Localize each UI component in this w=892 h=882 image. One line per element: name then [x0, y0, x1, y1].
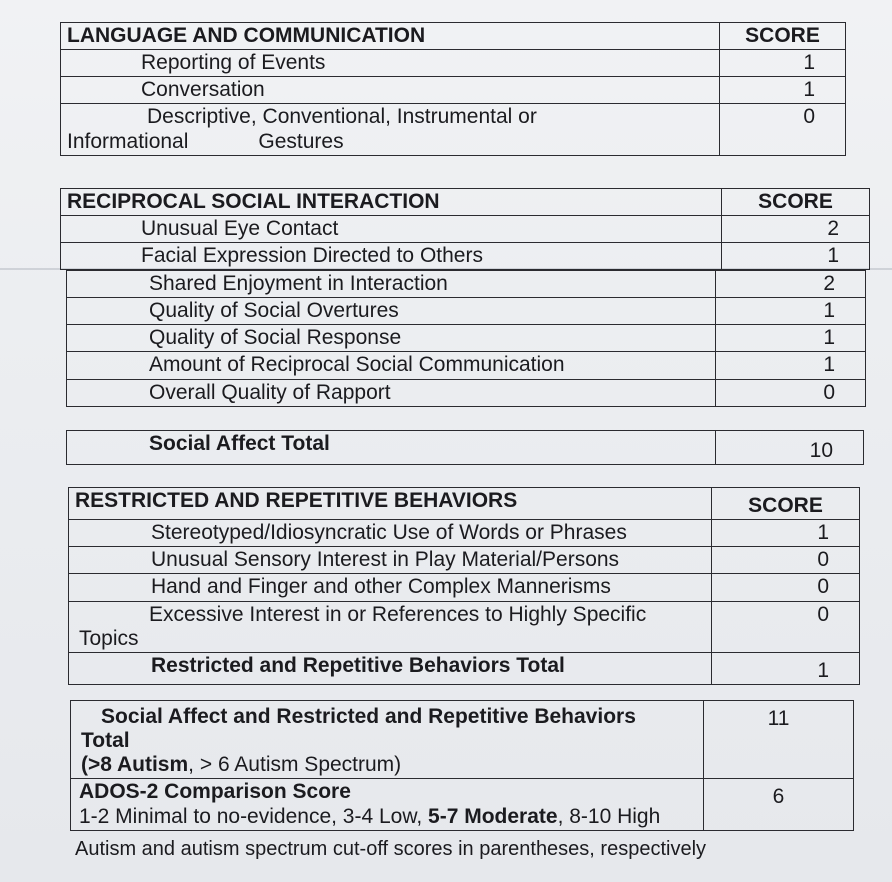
- cutoff-spectrum: , > 6 Autism Spectrum): [188, 753, 402, 777]
- table-row: [67, 352, 866, 379]
- row-label-line1: Descriptive, Conventional, Instrumental or: [147, 105, 537, 129]
- comparison-score-label: ADOS-2 Comparison Score: [79, 780, 351, 804]
- table-row: [61, 216, 870, 243]
- row-score: 1: [716, 298, 866, 325]
- table-row: [67, 325, 866, 352]
- row-label: Reporting of Events: [61, 50, 720, 77]
- combined-total-line1: Social Affect and Restricted and Repetitive Behaviors: [101, 705, 636, 728]
- scale-high: , 8-10 High: [557, 804, 661, 828]
- row-label: Overall Quality of Rapport: [67, 379, 716, 406]
- table-row: [69, 652, 860, 684]
- row-score: 1: [720, 50, 846, 77]
- rrb-total-label: Restricted and Repetitive Behaviors Total: [69, 652, 712, 684]
- row-label: Shared Enjoyment in Interaction: [67, 271, 716, 298]
- comparison-score-scale: [79, 805, 697, 829]
- table-row: [67, 298, 866, 325]
- language-header: LANGUAGE AND COMMUNICATION: [61, 23, 720, 50]
- scale-low: 1-2 Minimal to no-evidence, 3-4 Low,: [79, 804, 429, 828]
- row-label: Facial Expression Directed to Others: [61, 243, 722, 270]
- language-table: [60, 22, 846, 156]
- summary-table: [70, 700, 854, 831]
- table-row: [69, 601, 860, 652]
- row-label: [69, 601, 712, 652]
- row-label: Unusual Eye Contact: [61, 216, 722, 243]
- row-score: 1: [722, 243, 870, 270]
- row-label: Amount of Reciprocal Social Communication: [67, 352, 716, 379]
- social-affect-total-label: Social Affect Total: [67, 431, 716, 465]
- combined-total-score: 11: [704, 701, 854, 779]
- table-row: [69, 520, 860, 547]
- row-score: 1: [716, 352, 866, 379]
- scale-moderate: 5-7 Moderate: [428, 804, 558, 828]
- row-label: Conversation: [61, 77, 720, 104]
- row-label-line1: Excessive Interest in or References to Highly Specific: [149, 602, 647, 626]
- table-row: [61, 77, 846, 104]
- social-table-top: [60, 188, 870, 270]
- table-row: [67, 379, 866, 406]
- row-label: Quality of Social Response: [67, 325, 716, 352]
- row-label: [61, 104, 720, 155]
- language-score-header: SCORE: [720, 23, 846, 50]
- row-score: 1: [712, 520, 860, 547]
- row-score: 0: [720, 104, 846, 155]
- social-header: RECIPROCAL SOCIAL INTERACTION: [61, 189, 722, 216]
- rrb-table: [68, 487, 860, 685]
- table-row: [61, 50, 846, 77]
- rrb-total-score: 1: [712, 652, 860, 684]
- comparison-score-value: 6: [704, 779, 854, 830]
- social-affect-total-table: [66, 430, 864, 465]
- social-score-header: SCORE: [722, 189, 870, 216]
- table-row: [71, 779, 854, 830]
- row-score: 0: [712, 601, 860, 652]
- row-label: Hand and Finger and other Complex Mannerisms: [69, 574, 712, 601]
- row-score: 1: [720, 77, 846, 104]
- comparison-score-cell: [71, 779, 704, 830]
- table-row: [69, 574, 860, 601]
- table-row: [69, 547, 860, 574]
- rrb-score-header: SCORE: [712, 488, 860, 520]
- table-row: [67, 431, 864, 465]
- row-score: 0: [716, 379, 866, 406]
- cutoff-autism: (>8 Autism: [81, 753, 189, 777]
- table-row: [67, 271, 866, 298]
- row-label-line2: Topics: [79, 626, 139, 650]
- row-score: 0: [712, 574, 860, 601]
- table-row: [71, 701, 854, 779]
- social-table-bottom: [66, 270, 866, 407]
- row-label: Unusual Sensory Interest in Play Material/Persons: [69, 547, 712, 574]
- combined-total-line2: Total: [81, 729, 130, 753]
- combined-cutoff-note: [77, 753, 697, 777]
- row-score: 0: [712, 547, 860, 574]
- table-row: [61, 104, 846, 155]
- table-row: [61, 243, 870, 270]
- footnote: Autism and autism spectrum cut-off scores in parentheses, respectively: [75, 838, 707, 860]
- combined-total-cell: [71, 701, 704, 779]
- row-score: 2: [722, 216, 870, 243]
- row-label: Quality of Social Overtures: [67, 298, 716, 325]
- row-label: Stereotyped/Idiosyncratic Use of Words or Phrases: [69, 520, 712, 547]
- rrb-header: RESTRICTED AND REPETITIVE BEHAVIORS: [69, 488, 712, 520]
- row-score: 1: [716, 325, 866, 352]
- social-affect-total-score: 10: [716, 431, 864, 465]
- row-score: 2: [716, 271, 866, 298]
- row-label-line2: Informational Gestures: [67, 129, 344, 153]
